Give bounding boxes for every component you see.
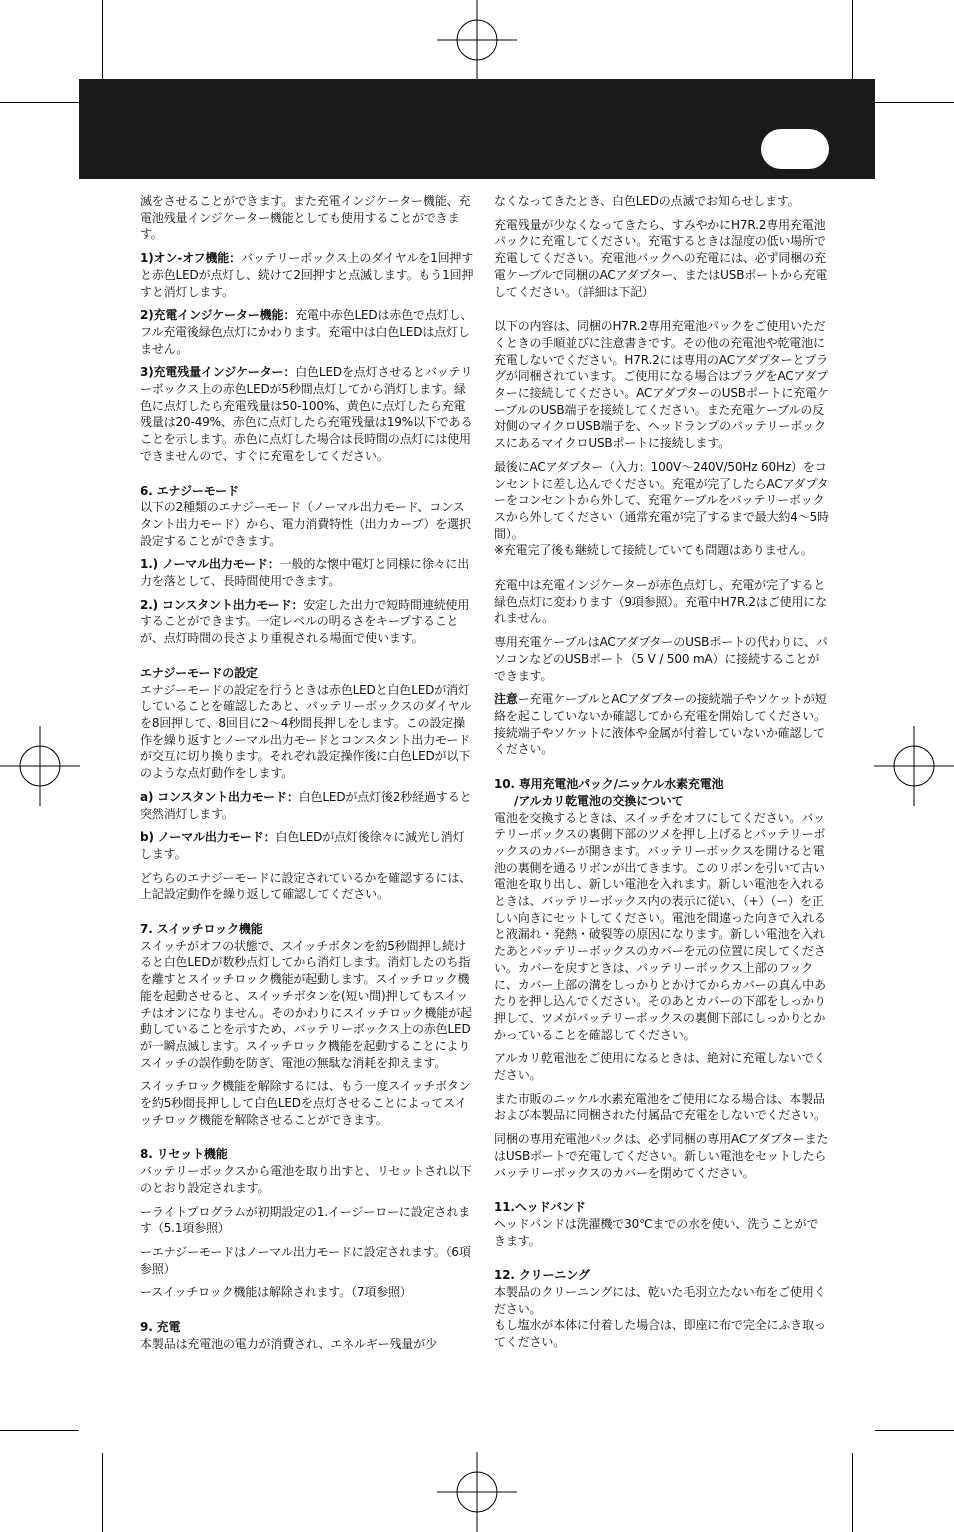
paragraph: 滅をさせることができます。また充電インジケーター機能、充電池残量インジケーター機能としても使用することができます。 bbox=[140, 194, 471, 242]
registration-mark-left bbox=[0, 726, 80, 806]
text: 安定した出力で短時間連続使用することができます。一定レベルの明るさをキープすることが、点灯時間の長さより重視される場面で使います。 bbox=[140, 597, 470, 646]
caution-label: 注意 bbox=[494, 692, 518, 707]
paragraph: スイッチがオフの状態で、スイッチボタンを約5秒間押し続けると白色LEDが数秒点灯してから消灯します。消灯したのち指を離すとスイッチロック機能が起動します。スイッチロック機能を起動させると、スイッチボタンを(短い間)押してもスイッチはオンになりません。そのかわりにスイッチロック機能が起動していることを示すため、バッテリーボックス上の赤色LEDが一瞬点滅します。スイッチロック機能を起動することによりスイッチの誤作動を防ぎ、電池の無駄な消耗を抑えます。 bbox=[140, 938, 472, 1070]
paragraph: スイッチロック機能を解除するには、もう一度スイッチボタンを約5秒間長押しして白色LEDを点灯させることによってスイッチロック機能を解除させることができます。 bbox=[140, 1079, 471, 1127]
text: 最後にACアダプター（入力：100V〜240V/50Hz 60Hz）をコンセントに差し込んでください。充電が完了したらACアダプターをコンセントから外して、充電ケーブルをバッテリーボックスから外してください（通常充電が完了するまで最大約4〜5時間）。 bbox=[494, 459, 829, 541]
term: b) ノーマル出力モード： bbox=[140, 830, 276, 845]
paragraph: 電池を交換するときは、スイッチをオフにしてください。バッテリーボックスの裏側下部のツメを押し上げるとバッテリーボックスのカバーが開きます。バッテリーボックスを開けると電池の裏側を通るリボンが出てきます。このリボンを引いて古い電池を取り出し、新しい電池を入れます。新しい電池を入れるときは、バッテリーボックス内の表示に従い、（+）（ー）を正しい向きにセットしてください。電池を間違った向きで入れると液漏れ・発熱・破裂等の原因になります。新しい電池を入れたあとバッテリーボックスのカバーを元の位置に戻してください。カバーを戻すときは、バッテリーボックス上部のフックに、カバー上部の溝をしっかりとかけてからカバーの真ん中あたりを押し込んでください。そのあとカバーの下部をしっかり押して、ツメがバッテリーボックスの裏側下部にしっかりとかかっていることを確認してください。 bbox=[494, 810, 826, 1042]
crop-mark bbox=[875, 1430, 954, 1431]
text: 本製品のクリーニングには、乾いた毛羽立たない布をご使用ください。 bbox=[494, 1285, 826, 1316]
registration-mark-top bbox=[437, 0, 517, 80]
text: もし塩水が本体に付着した場合は、即座に布で完全にふき取ってください。 bbox=[494, 1318, 826, 1350]
term: 2)充電インジケーター機能： bbox=[140, 308, 296, 323]
section-heading: 12. クリーニング bbox=[494, 1268, 590, 1283]
term: 1)オン-オフ機能： bbox=[140, 251, 241, 266]
list-item: ースイッチロック機能は解除されます。（7項参照） bbox=[140, 1285, 412, 1300]
header-bar bbox=[79, 79, 875, 179]
paragraph: ヘッドバンドは洗濯機で30℃までの水を使い、洗うことができます。 bbox=[494, 1216, 819, 1248]
section-heading: エナジーモードの設定 bbox=[140, 665, 258, 680]
paragraph bbox=[494, 459, 830, 559]
paragraph: 充電残量が少なくなってきたら、すみやかにH7R.2専用充電池パックに充電してください。充電するときは湿度の低い場所で充電してください。充電池パックへの充電には、必ず同梱の充電ケーブルで同梱のACアダプター、またはUSBポートから充電してください。（詳細は下記） bbox=[494, 217, 828, 299]
paragraph: 本製品は充電池の電力が消費され、エネルギー残量が少 bbox=[140, 1336, 437, 1351]
right-column bbox=[494, 193, 830, 1358]
term: 2.) コンスタント出力モード： bbox=[140, 597, 304, 612]
paragraph: なくなってきたとき、白色LEDの点滅でお知らせします。 bbox=[494, 194, 800, 208]
heading-line: 10. 専用充電池パック/ニッケル水素充電池 bbox=[494, 777, 724, 792]
paragraph bbox=[494, 691, 830, 758]
registration-mark-right bbox=[874, 726, 954, 806]
paragraph: 以下の内容は、同梱のH7R.2専用充電池パックをご使用いただくときの手順並びに注意書きです。その他の充電池や乾電池に充電しないでください。H7R.2には専用のACアダプターとプラグが同梱されています。ご使用になる場合はプラグをACアダプターに接続してください。ACアダプターのUSBポートに充電ケーブルのUSB端子を接続してください。また充電ケーブルの反対側のマイクロUSB端子を、ヘッドランプのバッテリーボックスにあるマイクロUSBポートに接続します。 bbox=[494, 319, 829, 451]
section-heading: 6. エナジーモード bbox=[140, 483, 239, 498]
section-heading: 11.ヘッドバンド bbox=[494, 1200, 586, 1215]
paragraph bbox=[140, 597, 476, 647]
crop-mark bbox=[102, 0, 103, 79]
crop-mark bbox=[875, 102, 954, 103]
text: バッテリーボックス上のダイヤルを1回押すと赤色LEDが点灯し、続けて2回押すと点滅します。もう1回押すと消灯します。 bbox=[140, 251, 474, 299]
text: 白色LEDが点灯後2秒経過すると突然消灯します。 bbox=[140, 789, 472, 821]
paragraph: また市販のニッケル水素充電池をご使用になる場合は、本製品および本製品に同梱された付属品で充電をしないでください。 bbox=[494, 1091, 826, 1123]
paragraph: 以下の2種類のエナジーモード（ノーマル出力モード、コンスタント出力モード）から、電力消費特性（出力カーブ）を選択設定することができます。 bbox=[140, 500, 471, 548]
paragraph bbox=[140, 789, 476, 822]
crop-mark bbox=[0, 1430, 79, 1431]
paragraph bbox=[140, 364, 476, 464]
note: ※充電完了後も継続して接続していても問題はありません。 bbox=[494, 543, 813, 558]
heading-line: /アルカリ乾電池の交換について bbox=[514, 793, 684, 808]
text: 白色LEDが点灯後徐々に減光し消灯します。 bbox=[140, 830, 465, 861]
paragraph bbox=[140, 829, 476, 862]
list-item: ーエナジーモードはノーマル出力モードに設定されます。（6項参照） bbox=[140, 1244, 471, 1276]
section-heading: 7. スイッチロック機能 bbox=[140, 922, 263, 937]
registration-mark-bottom bbox=[437, 1452, 517, 1532]
paragraph: アルカリ乾電池をご使用になるときは、絶対に充電しないでください。 bbox=[494, 1051, 826, 1083]
paragraph bbox=[140, 307, 476, 357]
term: a) コンスタント出力モード： bbox=[140, 789, 299, 804]
paragraph bbox=[140, 556, 476, 589]
list-item: ーライトプログラムが初期設定の1.イージーローに設定されます（5.1項参照） bbox=[140, 1204, 471, 1236]
paragraph: エナジーモードの設定を行うときは赤色LEDと白色LEDが消灯していることを確認したあと、バッテリーボックスのダイヤルを8回押して、8回目に2〜4秒間長押しをします。この設定操作を繰り返すとノーマル出力モードとコンスタント出力モードが交互に切り換ります。それぞれ設定操作後に白色LEDが以下のような点灯動作をします。 bbox=[140, 682, 472, 781]
section-heading: 9. 充電 bbox=[140, 1320, 181, 1335]
crop-mark bbox=[852, 1453, 853, 1532]
paragraph: 同梱の専用充電池パックは、必ず同梱の専用ACアダプターまたはUSBポートで充電してください。新しい電池をセットしたらバッテリーボックスのカバーを閉めてください。 bbox=[494, 1132, 829, 1180]
term: 1.) ノーマル出力モード： bbox=[140, 557, 280, 572]
term: 3)充電残量インジケーター： bbox=[140, 365, 296, 380]
left-column bbox=[140, 193, 476, 1359]
text: ー充電ケーブルとACアダプターの接続端子やソケットが短絡を起こしていないか確認してから充電を開始してください。接続端子やソケットに液体や金属が付着していないか確認してください。 bbox=[494, 692, 827, 757]
paragraph bbox=[140, 250, 476, 300]
text: 充電中赤色LEDは赤色で点灯し、フル充電後緑色点灯にかわります。充電中は白色LEDは点灯しません。 bbox=[140, 308, 473, 356]
page-tab-marker bbox=[761, 129, 829, 169]
text: 白色LEDを点灯させるとバッテリーボックス上の赤色LEDが5秒間点灯してから消灯します。緑色に点灯したら充電残量は50-100%、黄色に点灯したら充電残量は20-49%、赤色に点灯したら充電残量は19%以下であることを示します。赤色に点灯した場合は長時間の点灯には使用できませんので、すぐに充電をしてください。 bbox=[140, 365, 473, 463]
section-heading bbox=[494, 776, 830, 809]
crop-mark bbox=[0, 102, 79, 103]
paragraph: 専用充電ケーブルはACアダプターのUSBポートの代わりに、パソコンなどのUSBポート（5 V / 500 mA）に接続することができます。 bbox=[494, 635, 828, 683]
paragraph: バッテリーボックスから電池を取り出すと、リセットされ以下のとおり設定されます。 bbox=[140, 1164, 472, 1195]
paragraph: どちらのエナジーモードに設定されているかを確認するには、上記設定動作を繰り返して確認してください。 bbox=[140, 870, 472, 902]
paragraph bbox=[494, 1284, 830, 1351]
crop-mark bbox=[852, 0, 853, 79]
text: 一般的な懐中電灯と同様に徐々に出力を落として、長時間使用できます。 bbox=[140, 557, 470, 589]
crop-mark bbox=[102, 1453, 103, 1532]
section-heading: 8. リセット機能 bbox=[140, 1147, 228, 1162]
paragraph: 充電中は充電インジケーターが赤色点灯し、充電が完了すると緑色点灯に変わります（9項参照）。充電中H7R.2はご使用になれません。 bbox=[494, 578, 828, 626]
